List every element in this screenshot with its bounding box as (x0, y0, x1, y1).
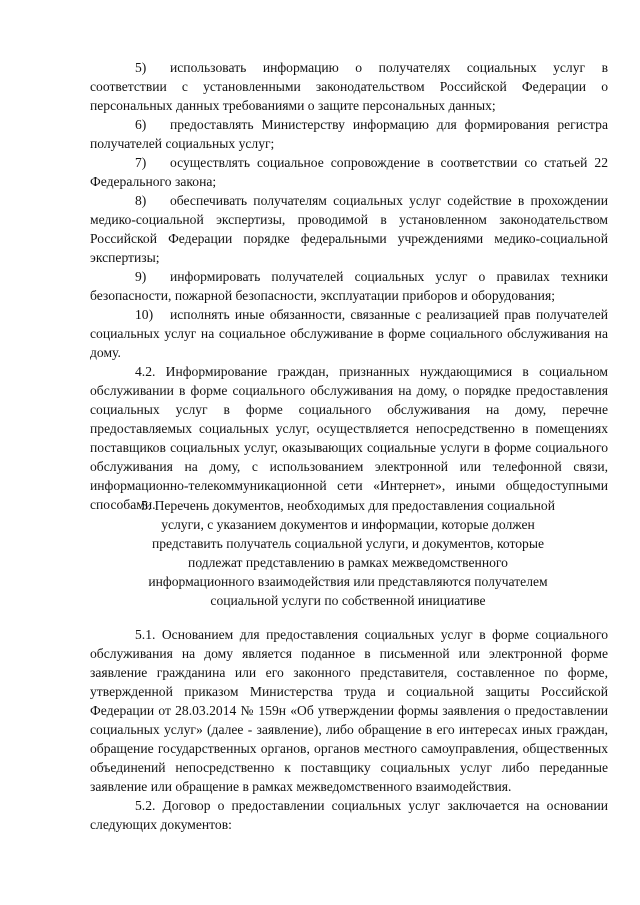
list-item-number: 8) (135, 193, 147, 208)
list-item-text: использовать информацию о получателях социальных услуг в соответствии с установленными законодательством Российской Федерации о персональных данных требованиями о защите персональных данных; (90, 60, 608, 113)
list-item-text: исполнять иные обязанности, связанные с реализацией прав получателей социальных услуг на социальное обслуживание в форме социального обслуживания на дому. (90, 307, 608, 360)
list-item-text: обеспечивать получателям социальных услуг содействие в прохождении медико-социальной экспертизы, проводимой в установленном законодательством Российской Федерации порядке федеральными учреждениями медико-социальной экспертизы; (90, 193, 608, 265)
list-item-text: информировать получателей социальных услуг о правилах техники безопасности, пожарной безопасности, эксплуатации приборов и оборудования; (90, 269, 608, 303)
list-item (90, 267, 608, 305)
section-title-line: информационного взаимодействия или представляются получателем (148, 574, 548, 589)
paragraph-5-1: 5.1. Основанием для предоставления социальных услуг в форме социального обслуживания на дому является поданное в письменной или электронной форме заявление гражданина или его законного представителя, составленное по форме, утвержденной приказом Министерства труда и социальной защиты Российской Федерации от 28.03.2014 № 159н «Об утверждении формы заявления о предоставлении социальных услуг» (далее - заявление), либо обращение в его интересах иных граждан, обращение государственных органов, органов местного самоуправления, общественных объединений непосредственно к поставщику социальных услуг либо переданные заявление или обращение в рамках межведомственного взаимодействия. (90, 627, 608, 794)
section-title-line: услуги, с указанием документов и информации, которые должен (161, 517, 535, 532)
list-item-text: предоставлять Министерству информацию для формирования регистра получателей социальных услуг; (90, 117, 608, 151)
list-item (90, 153, 608, 191)
list-item-number: 6) (135, 117, 147, 132)
section-5-body (90, 625, 608, 834)
section-title-line: социальной услуги по собственной инициативе (210, 593, 486, 608)
section-title-line: подлежат представлению в рамках межведомственного (188, 555, 508, 570)
paragraph-4-2: 4.2. Информирование граждан, признанных нуждающимися в социальном обслуживании в форме социального обслуживания на дому, о порядке предоставления социальных услуг в форме социального обслуживания на дому, перечне предоставляемых социальных услуг, осуществляется непосредственно в помещениях поставщиков социальных услуг, оказывающих социальные услуги в форме социального обслуживания на дому, с использованием электронной или телефонной связи, информационно-телекоммуникационной сети «Интернет», иными общедоступными способами. (90, 364, 608, 512)
list-item (90, 191, 608, 267)
list-item (90, 115, 608, 153)
list-item (90, 305, 608, 362)
list-item-text: осуществлять социальное сопровождение в соответствии со статьей 22 Федерального закона; (90, 155, 608, 189)
list-item (90, 58, 608, 115)
paragraph-5-2: 5.2. Договор о предоставлении социальных услуг заключается на основании следующих документов: (90, 798, 608, 832)
list-item-number: 9) (135, 269, 147, 284)
list-item-number: 5) (135, 60, 147, 75)
list-item-number: 7) (135, 155, 147, 170)
obligations-list (90, 58, 608, 514)
section-title-line: 5. Перечень документов, необходимых для предоставления социальной (140, 498, 556, 513)
section-5-title (118, 496, 578, 610)
list-item-number: 10) (135, 307, 154, 322)
section-title-line: представить получатель социальной услуги, и документов, которые (151, 536, 545, 551)
